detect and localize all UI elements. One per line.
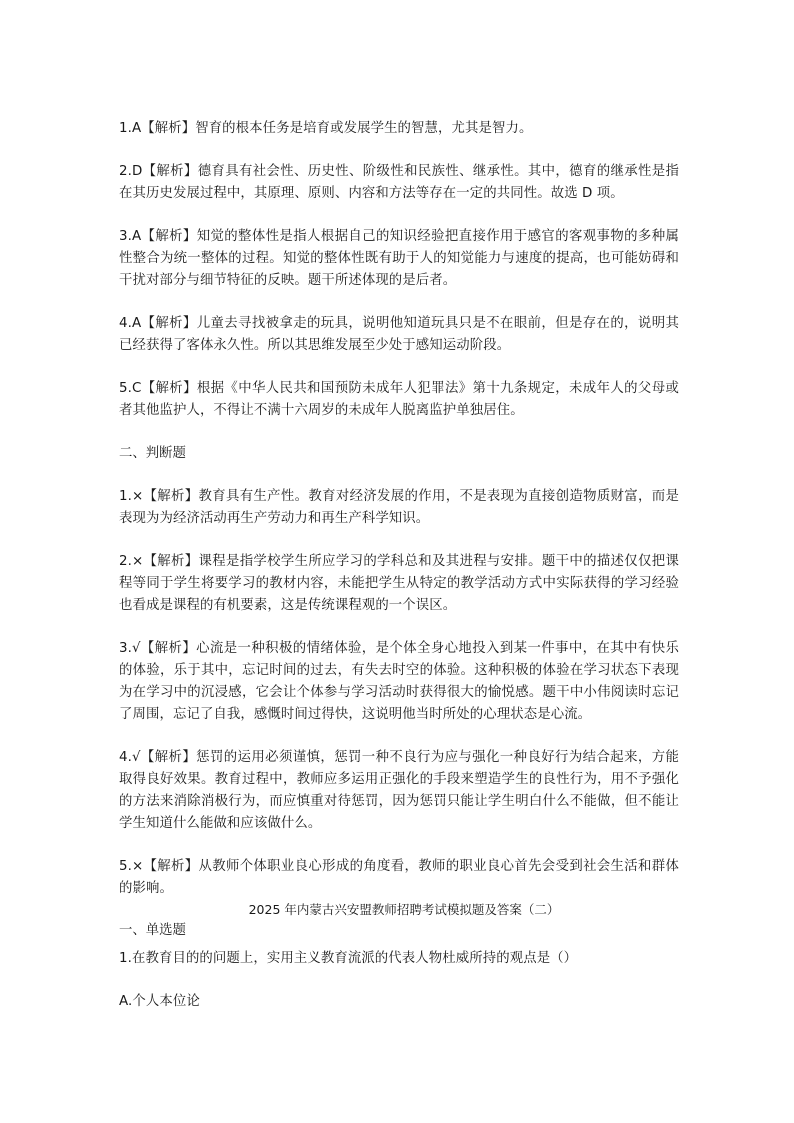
section-heading-single: 一、单选题 (119, 923, 186, 938)
answer-single-5: 5.C【解析】根据《中华人民共和国预防未成年人犯罪法》第十九条规定，未成年人的父母或者其他监护人，不得让不满十六周岁的未成年人脱离监护单独居住。 (119, 381, 679, 418)
answer-judge-4: 4.√【解析】惩罚的运用必须谨慎，惩罚一种不良行为应与强化一种良好行为结合起来，方能取得良好效果。教育过程中，教师应多运用正强化的手段来塑造学生的良性行为，用不予强化的方法来消除消极行为，而应慎重对待惩罚，因为惩罚只能让学生明白什么不能做，但不能让学生知道什么能做和应该做什么。 (119, 750, 679, 831)
question-1-option-a: A.个人本位论 (119, 994, 200, 1009)
exam-title: 2025 年内蒙古兴安盟教师招聘考试模拟题及答案（二） (248, 902, 560, 917)
answer-single-1: 1.A【解析】智育的根本任务是培育或发展学生的智慧，尤其是智力。 (119, 121, 533, 136)
answer-single-3: 3.A【解析】知觉的整体性是指人根据自己的知识经验把直接作用于感官的客观事物的多种属性整合为统一整体的过程。知觉的整体性既有助于人的知觉能力与速度的提高，也可能妨碍和干扰对部分与细节特征的反映。题干所述体现的是后者。 (119, 229, 679, 288)
answer-single-4: 4.A【解析】儿童去寻找被拿走的玩具，说明他知道玩具只是不在眼前，但是存在的，说明其已经获得了客体永久性。所以其思维发展至少处于感知运动阶段。 (119, 316, 679, 353)
answer-judge-3: 3.√【解析】心流是一种积极的情绪体验，是个体全身心地投入到某一件事中，在其中有快乐的体验，乐于其中，忘记时间的过去，有失去时空的体验。这种积极的体验在学习状态下表现为在学习中的沉浸感，它会让个体参与学习活动时获得很大的愉悦感。题干中小伟阅读时忘记了周围，忘记了自我，感慨时间过得快，这说明他当时所处的心理状态是心流。 (119, 641, 679, 722)
answer-judge-1: 1.×【解析】教育具有生产性。教育对经济发展的作用，不是表现为直接创造物质财富，而是表现为为经济活动再生产劳动力和再生产科学知识。 (119, 489, 679, 526)
answer-judge-5: 5.×【解析】从教师个体职业良心形成的角度看，教师的职业良心首先会受到社会生活和群体的影响。 (119, 859, 679, 896)
answer-single-2: 2.D【解析】德育具有社会性、历史性、阶级性和民族性、继承性。其中，德育的继承性是指在其历史发展过程中，其原理、原则、内容和方法等存在一定的共同性。故选 D 项。 (119, 164, 679, 201)
answer-judge-2: 2.×【解析】课程是指学校学生所应学习的学科总和及其进程与安排。题干中的描述仅仅把课程等同于学生将要学习的教材内容，未能把学生从特定的教学活动方式中实际获得的学习经验也看成是课程的有机要素，这是传统课程观的一个误区。 (119, 554, 679, 613)
question-1: 1.在教育目的的问题上，实用主义教育流派的代表人物杜威所持的观点是（） (119, 951, 578, 966)
section-heading-judge: 二、判断题 (119, 446, 186, 461)
document-body (119, 118, 679, 1034)
